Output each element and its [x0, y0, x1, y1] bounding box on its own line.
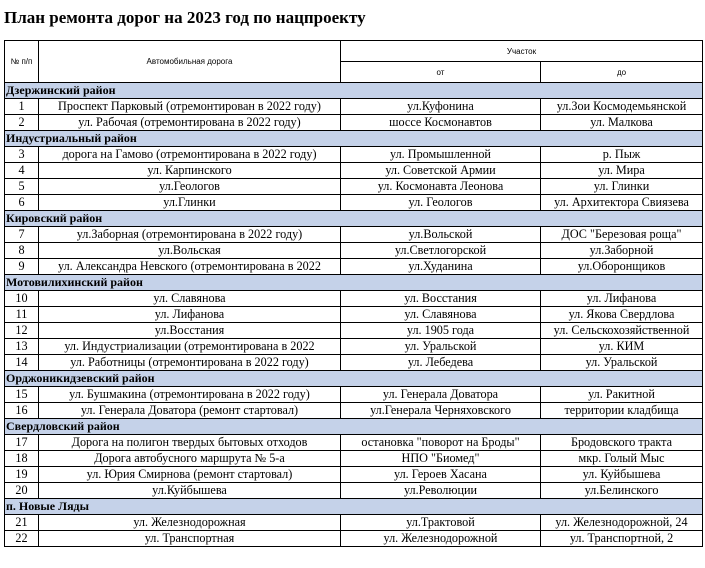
row-num: 8 — [5, 243, 39, 259]
row-to: ул. Якова Свердлова — [541, 307, 703, 323]
district-row — [5, 211, 703, 227]
row-num: 10 — [5, 291, 39, 307]
table-row — [5, 355, 703, 371]
row-to: р. Пыж — [541, 147, 703, 163]
district-row — [5, 83, 703, 99]
row-from: НПО "Биомед" — [341, 451, 541, 467]
table-row — [5, 403, 703, 419]
row-num: 6 — [5, 195, 39, 211]
row-num: 11 — [5, 307, 39, 323]
row-from: ул.Худанина — [341, 259, 541, 275]
row-num: 17 — [5, 435, 39, 451]
row-road: ул.Глинки — [39, 195, 341, 211]
roads-table — [4, 40, 703, 547]
table-row — [5, 195, 703, 211]
row-to: ул. КИМ — [541, 339, 703, 355]
row-to: ул. Уральской — [541, 355, 703, 371]
district-name: Индустриальный район — [5, 131, 703, 147]
row-road: ул. Карпинского — [39, 163, 341, 179]
row-num: 19 — [5, 467, 39, 483]
district-row — [5, 371, 703, 387]
row-from: ул. Восстания — [341, 291, 541, 307]
header-to: до — [541, 62, 703, 83]
row-to: ул. Ракитной — [541, 387, 703, 403]
header-section: Участок — [341, 41, 703, 62]
row-num: 14 — [5, 355, 39, 371]
table-row — [5, 179, 703, 195]
row-from: остановка "поворот на Броды" — [341, 435, 541, 451]
row-road: ул.Восстания — [39, 323, 341, 339]
row-from: ул.Революции — [341, 483, 541, 499]
row-from: ул. Героев Хасана — [341, 467, 541, 483]
table-row — [5, 227, 703, 243]
row-to: ул.Белинского — [541, 483, 703, 499]
row-road: Дорога автобусного маршрута № 5-а — [39, 451, 341, 467]
district-name: Кировский район — [5, 211, 703, 227]
row-to: мкр. Голый Мыс — [541, 451, 703, 467]
row-road: ул. Индустриализации (отремонтирована в 2022 — [39, 339, 341, 355]
district-name: п. Новые Ляды — [5, 499, 703, 515]
row-road: ул.Вольская — [39, 243, 341, 259]
row-road: ул.Куйбышева — [39, 483, 341, 499]
row-num: 1 — [5, 99, 39, 115]
row-from: ул. Славянова — [341, 307, 541, 323]
table-row — [5, 163, 703, 179]
row-num: 21 — [5, 515, 39, 531]
row-road: ул. Бушмакина (отремонтирована в 2022 году) — [39, 387, 341, 403]
row-from: ул. Геологов — [341, 195, 541, 211]
table-row — [5, 243, 703, 259]
table-row — [5, 483, 703, 499]
roads-table-wrapper — [4, 40, 703, 547]
row-from: ул.Вольской — [341, 227, 541, 243]
table-row — [5, 451, 703, 467]
row-to: ул. Сельскохозяйственной — [541, 323, 703, 339]
row-num: 20 — [5, 483, 39, 499]
row-road: Проспект Парковый (отремонтирован в 2022 году) — [39, 99, 341, 115]
row-road: ул. Юрия Смирнова (ремонт стартовал) — [39, 467, 341, 483]
row-from: ул. Лебедева — [341, 355, 541, 371]
table-row — [5, 339, 703, 355]
table-row — [5, 307, 703, 323]
row-road: ул. Лифанова — [39, 307, 341, 323]
row-from: ул.Трактовой — [341, 515, 541, 531]
row-to: Бродовского тракта — [541, 435, 703, 451]
row-num: 18 — [5, 451, 39, 467]
row-to: ул. Мира — [541, 163, 703, 179]
table-body — [5, 83, 703, 547]
district-name: Дзержинский район — [5, 83, 703, 99]
district-name: Мотовилихинский район — [5, 275, 703, 291]
district-name: Орджоникидзевский район — [5, 371, 703, 387]
row-to: ул. Куйбышева — [541, 467, 703, 483]
table-row — [5, 531, 703, 547]
header-from: от — [341, 62, 541, 83]
row-num: 13 — [5, 339, 39, 355]
row-road: Дорога на полигон твердых бытовых отходов — [39, 435, 341, 451]
table-row — [5, 291, 703, 307]
row-road: ул. Работницы (отремонтирована в 2022 году) — [39, 355, 341, 371]
row-road: ул. Александра Невского (отремонтирована в 2022 — [39, 259, 341, 275]
table-row — [5, 467, 703, 483]
row-from: ул. Железнодорожной — [341, 531, 541, 547]
table-row — [5, 99, 703, 115]
row-num: 3 — [5, 147, 39, 163]
district-row — [5, 275, 703, 291]
table-row — [5, 323, 703, 339]
row-from: ул. Уральской — [341, 339, 541, 355]
district-row — [5, 419, 703, 435]
row-num: 2 — [5, 115, 39, 131]
row-to: территории кладбища — [541, 403, 703, 419]
row-num: 5 — [5, 179, 39, 195]
table-row — [5, 259, 703, 275]
row-from: ул. 1905 года — [341, 323, 541, 339]
row-from: ул.Куфонина — [341, 99, 541, 115]
district-name: Свердловский район — [5, 419, 703, 435]
row-road: ул. Железнодорожная — [39, 515, 341, 531]
row-road: ул. Генерала Доватора (ремонт стартовал) — [39, 403, 341, 419]
row-to: ул. Архитектора Свиязева — [541, 195, 703, 211]
header-road: Автомобильная дорога — [39, 41, 341, 83]
row-to: ул. Железнодорожной, 24 — [541, 515, 703, 531]
row-num: 15 — [5, 387, 39, 403]
row-road: ул. Транспортная — [39, 531, 341, 547]
row-num: 16 — [5, 403, 39, 419]
row-num: 12 — [5, 323, 39, 339]
table-row — [5, 387, 703, 403]
row-from: ул.Светлогорской — [341, 243, 541, 259]
row-road: ул. Рабочая (отремонтирована в 2022 году) — [39, 115, 341, 131]
row-num: 22 — [5, 531, 39, 547]
row-road: ул.Заборная (отремонтирована в 2022 году) — [39, 227, 341, 243]
table-row — [5, 147, 703, 163]
row-from: шоссе Космонавтов — [341, 115, 541, 131]
page-title: План ремонта дорог на 2023 год по нацпроекту — [4, 8, 366, 27]
row-from: ул. Советской Армии — [341, 163, 541, 179]
row-to: ул.Оборонщиков — [541, 259, 703, 275]
row-to: ул. Глинки — [541, 179, 703, 195]
row-to: ул. Малкова — [541, 115, 703, 131]
district-row — [5, 499, 703, 515]
row-road: ул. Славянова — [39, 291, 341, 307]
row-to: ул.Заборной — [541, 243, 703, 259]
table-row — [5, 115, 703, 131]
row-from: ул. Промышленной — [341, 147, 541, 163]
row-from: ул. Генерала Доватора — [341, 387, 541, 403]
row-from: ул. Космонавта Леонова — [341, 179, 541, 195]
row-num: 9 — [5, 259, 39, 275]
row-to: ул. Транспортной, 2 — [541, 531, 703, 547]
row-to: ул.Зои Космодемьянской — [541, 99, 703, 115]
row-to: ДОС "Березовая роща" — [541, 227, 703, 243]
district-row — [5, 131, 703, 147]
row-road: ул.Геологов — [39, 179, 341, 195]
table-row — [5, 435, 703, 451]
table-row — [5, 515, 703, 531]
header-num: № п/п — [5, 41, 39, 83]
row-road: дорога на Гамово (отремонтирована в 2022 году) — [39, 147, 341, 163]
row-num: 4 — [5, 163, 39, 179]
row-to: ул. Лифанова — [541, 291, 703, 307]
row-num: 7 — [5, 227, 39, 243]
row-from: ул.Генерала Черняховского — [341, 403, 541, 419]
